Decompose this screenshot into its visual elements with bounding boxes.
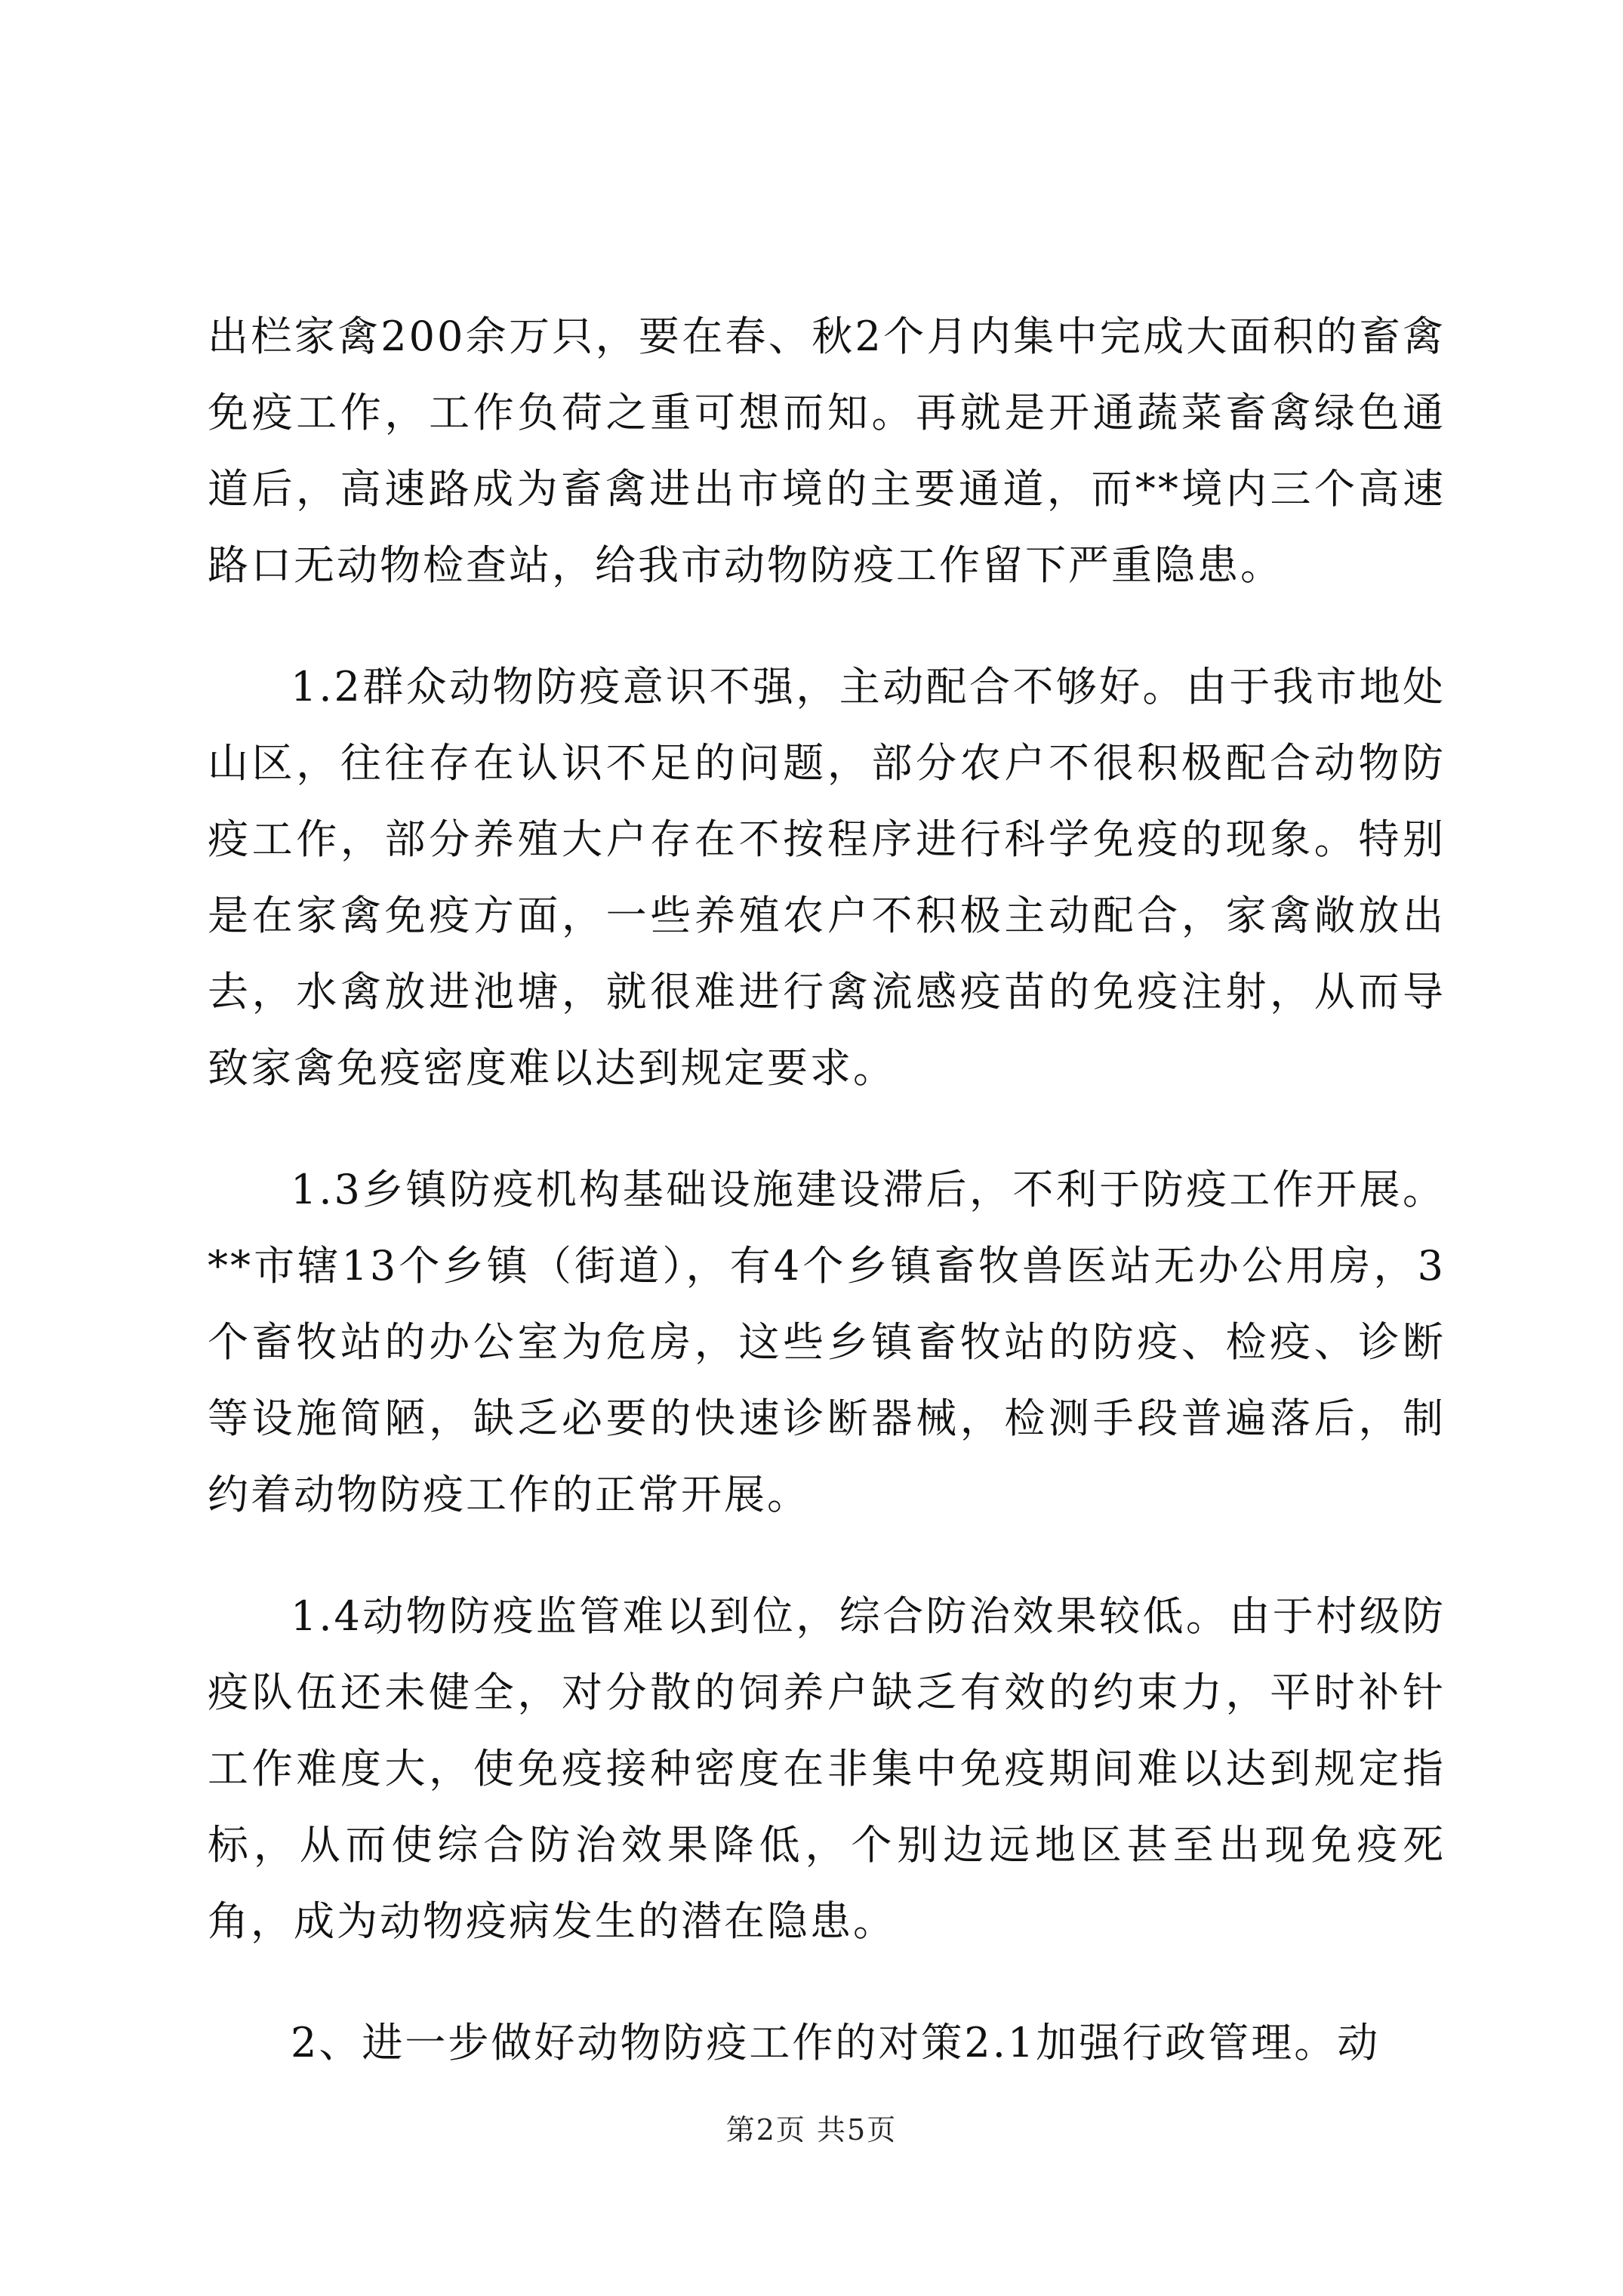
page-number-label: 第2页 共5页	[725, 2113, 898, 2147]
paragraph-5: 2、进一步做好动物防疫工作的对策2.1加强行政管理。动	[291, 2019, 1381, 2066]
page-footer	[0, 2106, 1623, 2148]
paragraph-4: 1.4动物防疫监管难以到位，综合防治效果较低。由于村级防疫队伍还未健全，对分散的饲养户缺乏有效的约束力，平时补针工作难度大，使免疫接种密度在非集中免疫期间难以达到规定指标，从而使综合防治效果降低，个别边远地区甚至出现免疫死角，成为动物疫病发生的潜在隐患。	[208, 1592, 1446, 1945]
paragraph-3: 1.3乡镇防疫机构基础设施建设滞后，不利于防疫工作开展。**市辖13个乡镇（街道），有4个乡镇畜牧兽医站无办公用房，3个畜牧站的办公室为危房，这些乡镇畜牧站的防疫、检疫、诊断等设施简陋，缺乏必要的快速诊断器械，检测手段普遍落后，制约着动物防疫工作的正常开展。	[208, 1166, 1446, 1518]
paragraph-2: 1.2群众动物防疫意识不强，主动配合不够好。由于我市地处山区，往往存在认识不足的问题，部分农户不很积极配合动物防疫工作，部分养殖大户存在不按程序进行科学免疫的现象。特别是在家禽免疫方面，一些养殖农户不积极主动配合，家禽敞放出去，水禽放进池塘，就很难进行禽流感疫苗的免疫注射，从而导致家禽免疫密度难以达到规定要求。	[208, 663, 1446, 1092]
paragraph-1: 出栏家禽200余万只，要在春、秋2个月内集中完成大面积的畜禽免疫工作，工作负荷之重可想而知。再就是开通蔬菜畜禽绿色通道后，高速路成为畜禽进出市境的主要通道，而**境内三个高速路口无动物检查站，给我市动物防疫工作留下严重隐患。	[208, 313, 1446, 589]
document-body	[208, 298, 1446, 2126]
